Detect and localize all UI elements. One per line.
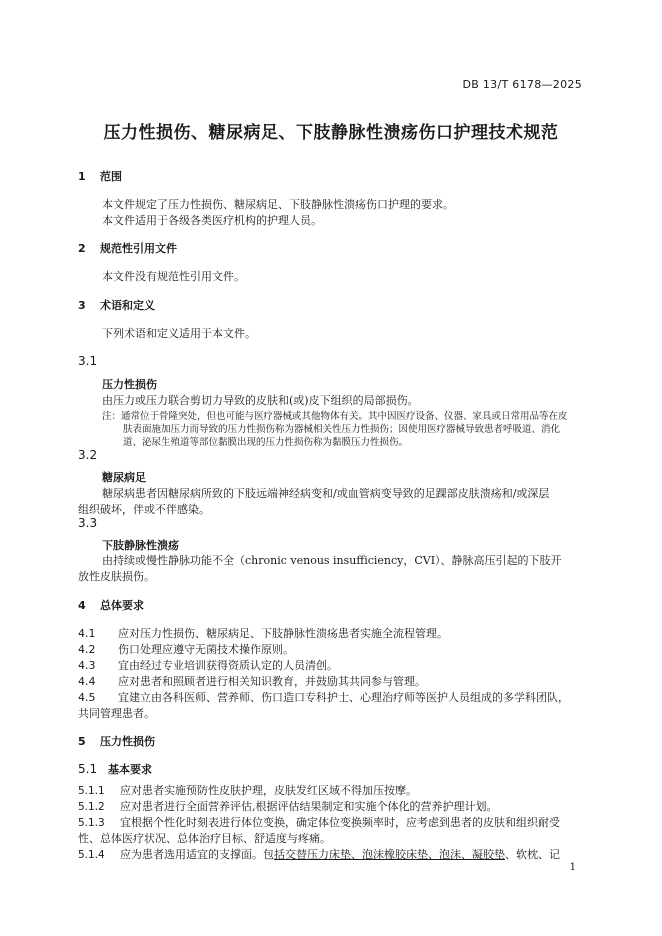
section-4-heading	[78, 597, 144, 613]
term-definition: 由压力或压力联合剪切力导致的皮肤和(或)皮下组织的局部损伤。	[102, 394, 419, 407]
term-name: 压力性损伤	[102, 378, 157, 391]
term-note: 注：通常位于骨隆突处，但也可能与医疗器械或其他物体有关。其中因医疗设备、仪器、家具或日常用品等在皮	[102, 411, 568, 422]
section-number: 4	[78, 599, 86, 612]
section-title: 总体要求	[100, 599, 144, 612]
section-title: 规范性引用文件	[100, 242, 177, 255]
term-definition: 糖尿病患者因糖尿病所致的下肢远端神经病变和/或血管病变导致的足踝部皮肤溃疡和/或深层	[102, 487, 550, 500]
section-title: 范围	[100, 170, 122, 183]
term-note: 道、泌尿生殖道等部位黏膜出现的压力性损伤称为黏膜压力性损伤。	[123, 437, 409, 448]
clause-text-underlined: 括交替压力床垫、泡沫橡胶床垫、泡沫、凝胶垫	[274, 848, 505, 861]
term-definition: 由持续或慢性静脉功能不全（chronic venous insufficiency，CVI）、静脉高压引起的下肢开	[102, 554, 562, 567]
clause-number: 4.2	[78, 643, 96, 656]
section-title: 压力性损伤	[100, 735, 155, 748]
clause-number: 5.1.3	[78, 817, 105, 829]
clause-number: 5.1.1	[78, 785, 105, 797]
section-number: 5.1	[78, 762, 98, 776]
term-number: 3.2	[78, 448, 98, 462]
section-number: 5	[78, 735, 86, 748]
section-number: 3	[78, 299, 86, 312]
paragraph: 本文件规定了压力性损伤、糖尿病足、下肢静脉性溃疡伤口护理的要求。	[102, 198, 454, 211]
clause-number: 4.3	[78, 659, 96, 672]
clause-text: 应为患者选用适宜的支撑面。包	[120, 848, 274, 861]
term-note: 肤表面施加压力而导致的压力性损伤称为器械相关性压力性损伤；因使用医疗器械导致患者呼吸道、消化	[123, 424, 561, 435]
term-number: 3.3	[78, 516, 98, 530]
term-name: 糖尿病足	[102, 471, 146, 484]
clause-text: 宜由经过专业培训获得资质认定的人员清创。	[118, 659, 338, 672]
paragraph: 下列术语和定义适用于本文件。	[102, 327, 256, 340]
clause-text: 宜建立由各科医师、营养师、伤口造口专科护士、心理治疗师等医护人员组成的多学科团队，	[118, 691, 569, 704]
clause-text: 、软枕、记	[505, 848, 560, 861]
clause	[78, 782, 417, 798]
subsection-5-1-heading	[78, 761, 152, 777]
clause-text: 共同管理患者。	[78, 707, 155, 720]
term-number: 3.1	[78, 354, 98, 368]
clause-text: 性、总体医疗状况、总体治疗目标、舒适度与疼痛。	[78, 832, 331, 845]
section-1-heading	[78, 168, 122, 184]
clause	[78, 657, 338, 673]
section-number: 2	[78, 242, 86, 255]
clause-number: 4.5	[78, 691, 96, 704]
clause-number: 4.1	[78, 627, 96, 640]
document-title: 压力性损伤、糖尿病足、下肢静脉性溃疡伤口护理技术规范	[103, 123, 559, 143]
clause	[78, 798, 498, 814]
clause-text: 伤口处理应遵守无菌技术操作原则。	[118, 643, 294, 656]
clause-number: 4.4	[78, 675, 96, 688]
section-number: 1	[78, 170, 86, 183]
clause-text: 应对患者进行全面营养评估,根据评估结果制定和实施个体化的营养护理计划。	[120, 800, 498, 813]
standard-code: DB 13/T 6178—2025	[462, 78, 582, 91]
term-definition: 放性皮肤损伤。	[78, 570, 155, 583]
paragraph: 本文件没有规范性引用文件。	[102, 270, 245, 283]
clause	[78, 814, 560, 830]
section-5-heading	[78, 733, 155, 749]
clause-number: 5.1.4	[78, 849, 105, 861]
clause	[78, 846, 560, 862]
section-2-heading	[78, 240, 177, 256]
page-number: 1	[569, 862, 576, 873]
clause-text: 应对患者实施预防性皮肤护理，皮肤发红区域不得加压按摩。	[120, 784, 417, 797]
term-name: 下肢静脉性溃疡	[102, 539, 179, 552]
clause	[78, 689, 569, 705]
clause-text: 应对压力性损伤、糖尿病足、下肢静脉性溃疡患者实施全流程管理。	[118, 627, 448, 640]
clause-text: 应对患者和照顾者进行相关知识教育，并鼓励其共同参与管理。	[118, 675, 426, 688]
section-title: 基本要求	[108, 763, 152, 776]
section-3-heading	[78, 297, 155, 313]
term-definition: 组织破坏，伴或不伴感染。	[78, 503, 210, 516]
clause	[78, 625, 448, 641]
section-title: 术语和定义	[100, 299, 155, 312]
clause-text: 宜根据个性化时刻表进行体位变换，确定体位变换频率时，应考虑到患者的皮肤和组织耐受	[120, 816, 560, 829]
clause	[78, 673, 426, 689]
clause	[78, 641, 294, 657]
paragraph: 本文件适用于各级各类医疗机构的护理人员。	[102, 214, 322, 227]
clause-number: 5.1.2	[78, 801, 105, 813]
